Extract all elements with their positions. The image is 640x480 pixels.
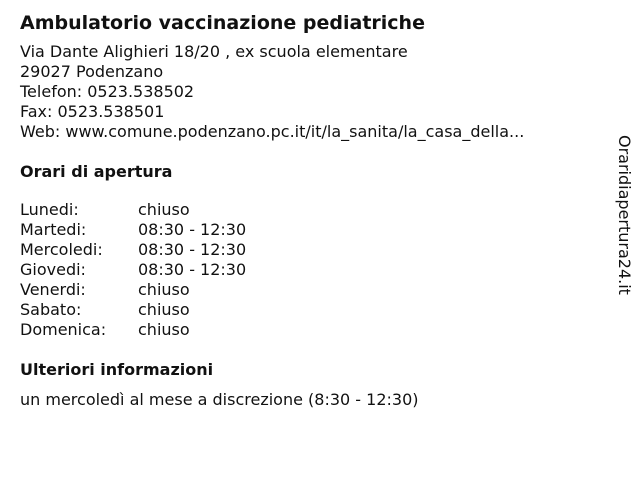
day-hours: chiuso xyxy=(138,280,190,299)
day-hours: 08:30 - 12:30 xyxy=(138,240,247,259)
opening-hours-heading: Orari di apertura xyxy=(20,162,173,181)
day-label: Venerdi: xyxy=(20,280,86,299)
day-hours: chiuso xyxy=(138,320,190,339)
opening-hours-table xyxy=(20,200,600,340)
hours-row-tuesday xyxy=(20,220,600,240)
day-hours: chiuso xyxy=(138,200,190,219)
website: Web: www.comune.podenzano.pc.it/it/la_sanita/la_casa_della... xyxy=(20,122,525,141)
day-label: Martedi: xyxy=(20,220,87,239)
day-hours: 08:30 - 12:30 xyxy=(138,260,247,279)
more-info-text: un mercoledì al mese a discrezione (8:30 - 12:30) xyxy=(20,390,419,409)
hours-row-sunday xyxy=(20,320,600,340)
site-watermark: Oraridiapertura24.it xyxy=(615,135,634,295)
hours-row-wednesday xyxy=(20,240,600,260)
day-hours: chiuso xyxy=(138,300,190,319)
hours-row-friday xyxy=(20,280,600,300)
fax: Fax: 0523.538501 xyxy=(20,102,165,121)
day-label: Mercoledi: xyxy=(20,240,103,259)
day-label: Giovedi: xyxy=(20,260,86,279)
day-label: Sabato: xyxy=(20,300,82,319)
hours-row-monday xyxy=(20,200,600,220)
city: 29027 Podenzano xyxy=(20,62,164,81)
more-info-heading: Ulteriori informazioni xyxy=(20,360,214,379)
day-label: Lunedi: xyxy=(20,200,79,219)
hours-row-saturday xyxy=(20,300,600,320)
content xyxy=(20,10,600,410)
day-hours: 08:30 - 12:30 xyxy=(138,220,247,239)
street-address: Via Dante Alighieri 18/20 , ex scuola elementare xyxy=(20,42,408,61)
phone: Telefon: 0523.538502 xyxy=(20,82,195,101)
hours-row-thursday xyxy=(20,260,600,280)
page-title: Ambulatorio vaccinazione pediatriche xyxy=(20,12,425,34)
day-label: Domenica: xyxy=(20,320,107,339)
address-block xyxy=(20,42,600,142)
